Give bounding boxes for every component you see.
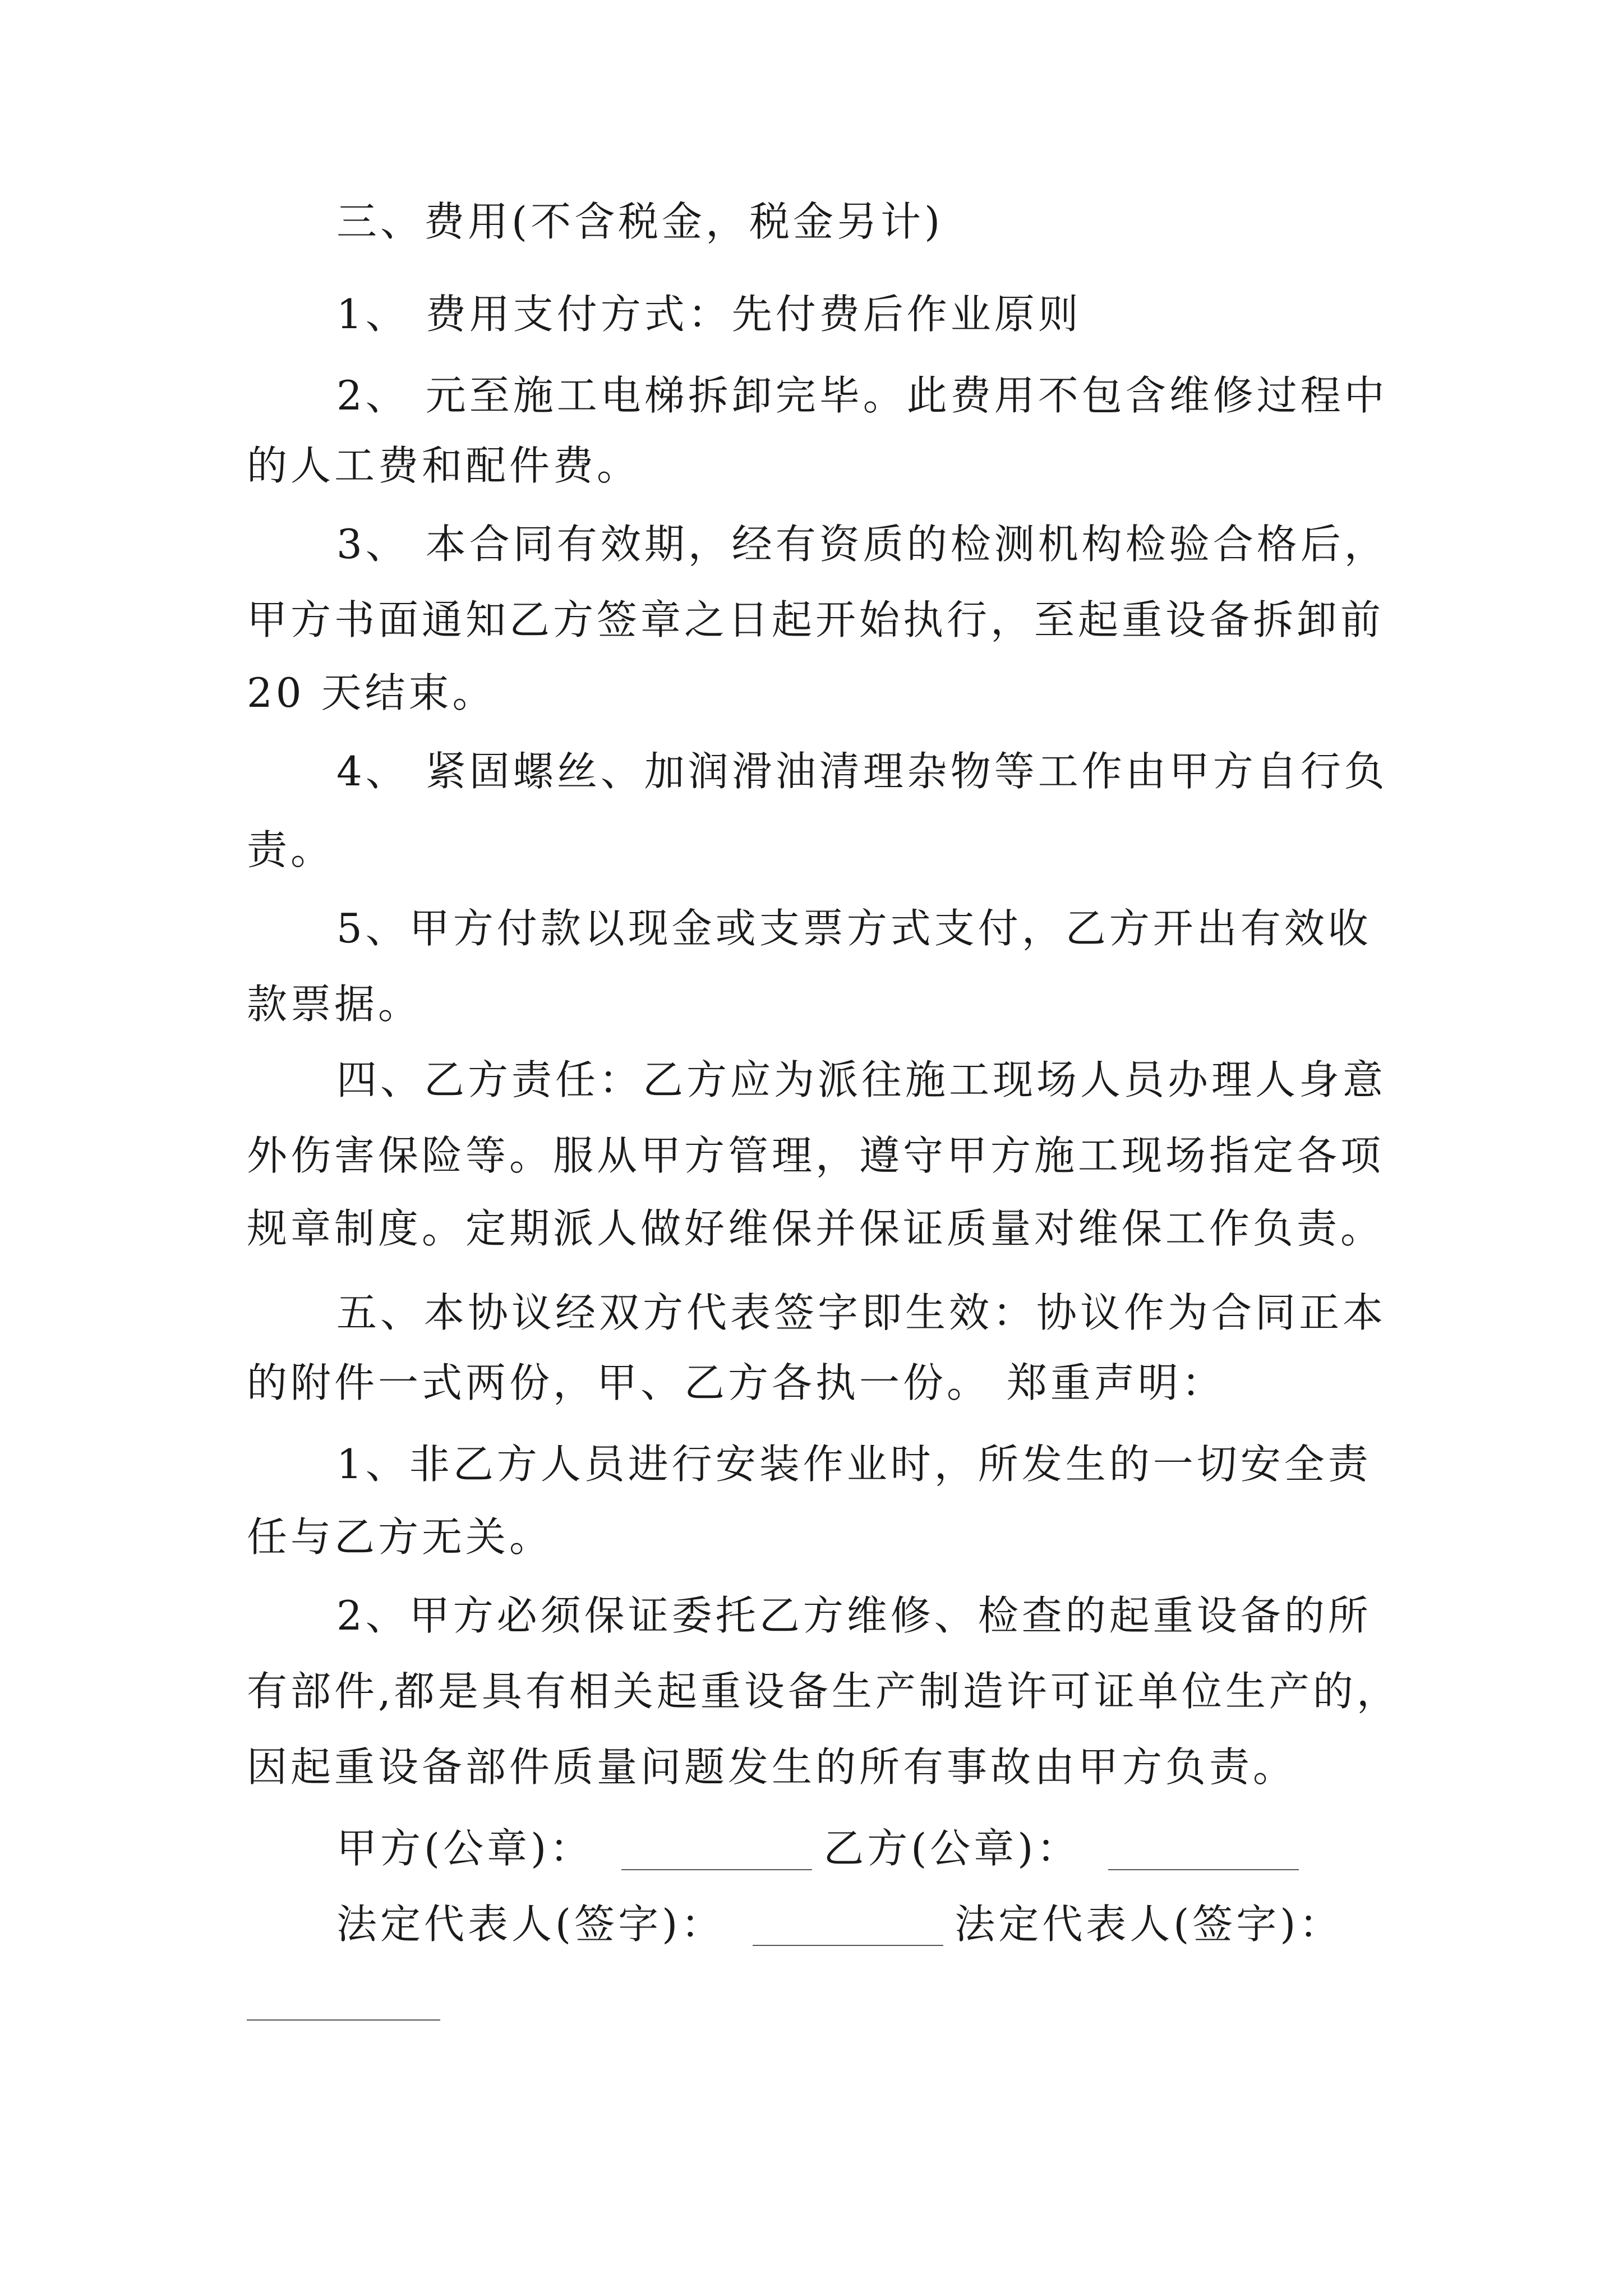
party-b-seal-label: 乙方(公章)： [823,1825,1081,1872]
legal-rep-b-blank[interactable] [247,2019,440,2021]
signature-row-legal-reps [336,1890,1343,1958]
clause-line: 责。 [247,826,335,873]
clause-line: 甲方书面通知乙方签章之日起开始执行，至起重设备拆卸前 [247,596,1385,643]
section-heading-responsibility: 四、乙方责任：乙方应为派往施工现场人员办理人身意 [336,1056,1387,1103]
clause-line: 款票据。 [247,981,422,1028]
clause-line: 的人工费和配件费。 [247,442,641,489]
section-heading-agreement: 五、本协议经双方代表签字即生效：协议作为合同正本 [336,1289,1387,1336]
clause-line: 规章制度。定期派人做好维保并保证质量对维保工作负责。 [247,1205,1385,1252]
party-a-seal-blank[interactable] [621,1867,812,1870]
clause-line: 1、 费用支付方式：先付费后作业原则 [336,291,1082,338]
clause-line: 2、甲方必须保证委托乙方维修、检查的起重设备的所 [336,1592,1372,1639]
party-a-seal-label: 甲方(公章)： [336,1825,594,1872]
party-b-seal-blank[interactable] [1108,1867,1299,1870]
clause-line: 3、 本合同有效期，经有资质的检测机构检验合格后， [336,521,1388,568]
signature-row-seals [336,1815,1310,1882]
legal-rep-b-label: 法定代表人(签字)： [955,1901,1343,1948]
clause-line: 外伤害保险等。服从甲方管理，遵守甲方施工现场指定各项 [247,1132,1385,1179]
legal-rep-a-blank[interactable] [753,1943,943,1946]
section-heading-fees: 三、费用(不含税金，税金另计) [336,198,944,245]
clause-line: 1、非乙方人员进行安装作业时，所发生的一切安全责 [336,1441,1372,1488]
clause-line: 20 天结束。 [247,669,496,716]
clause-line: 任与乙方无关。 [247,1513,554,1561]
legal-rep-a-label: 法定代表人(签字)： [336,1901,725,1948]
clause-line: 有部件,都是具有相关起重设备生产制造许可证单位生产的， [247,1668,1400,1715]
clause-line: 2、 元至施工电梯拆卸完毕。此费用不包含维修过程中 [336,372,1388,419]
clause-line: 的附件一式两份，甲、乙方各执一份。 郑重声明： [247,1359,1225,1406]
clause-line: 5、甲方付款以现金或支票方式支付，乙方开出有效收 [336,905,1372,952]
clause-line: 因起重设备部件质量问题发生的所有事故由甲方负责。 [247,1743,1297,1791]
clause-line: 4、 紧固螺丝、加润滑油清理杂物等工作由甲方自行负 [336,748,1388,795]
